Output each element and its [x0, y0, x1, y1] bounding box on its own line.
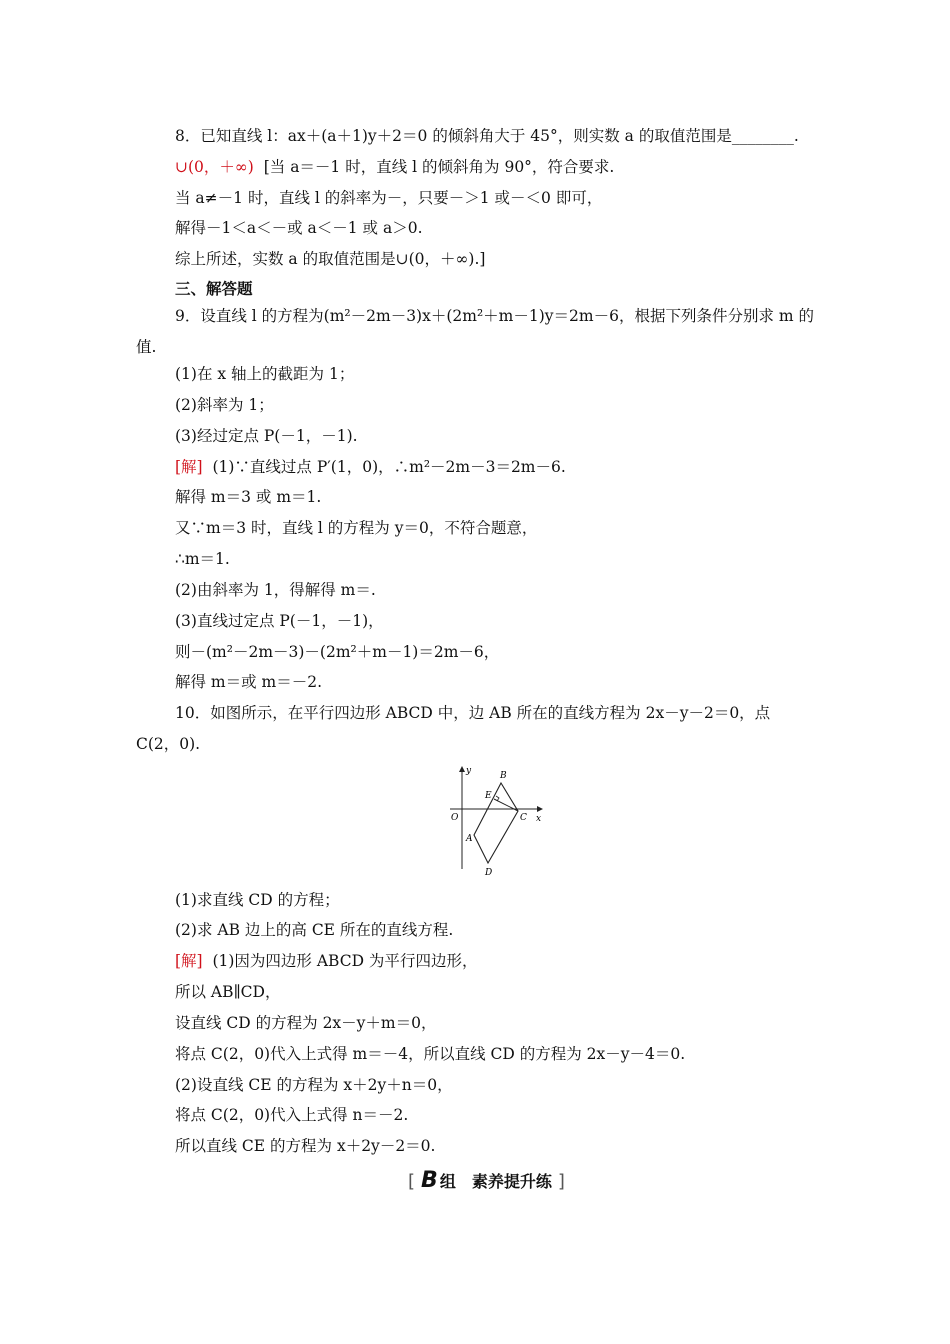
label-b: B: [500, 771, 507, 781]
section-heading: 三、解答题: [175, 279, 253, 298]
label-o: O: [451, 813, 459, 823]
q10-jie-marker: [解]: [175, 952, 203, 970]
q9-solution-line-8: 解得 m＝或 m＝－2.: [175, 673, 323, 691]
q10-solution-line-6: 将点 C(2，0)代入上式得 n＝－2.: [175, 1106, 409, 1124]
q10-condition-1: (1)求直线 CD 的方程；: [175, 891, 340, 909]
q10-solution-line-3: 设直线 CD 的方程为 2x－y＋m＝0，: [175, 1014, 437, 1032]
parallelogram-figure: [446, 763, 550, 881]
banner-letter: B: [421, 1168, 438, 1193]
label-a: A: [466, 834, 473, 844]
q8-stem: 8．已知直线 l：ax＋(a＋1)y＋2＝0 的倾斜角大于 45°，则实数 a 的取值范围是________.: [175, 127, 799, 145]
q8-answer: ∪(0，＋∞): [175, 158, 254, 176]
q10-solution-line-7: 所以直线 CE 的方程为 x＋2y－2＝0.: [175, 1137, 436, 1155]
q9-solution-text: (1)∵直线过点 P′(1，0)，∴m²－2m－3＝2m－6.: [212, 458, 566, 476]
label-y: y: [466, 766, 472, 776]
q9-solution-line-2: 解得 m＝3 或 m＝1.: [175, 488, 322, 506]
q9-stem-line-1: 9．设直线 l 的方程为(m²－2m－3)x＋(2m²＋m－1)y＝2m－6，根据下列条件分别求 m 的: [175, 307, 814, 325]
q8-solution-line-2: 当 a≠－1 时，直线 l 的斜率为－，只要－＞1 或－＜0 即可，: [175, 189, 603, 207]
banner-left-bracket: [: [408, 1171, 416, 1192]
q9-solution-line-3: 又∵m＝3 时，直线 l 的方程为 y＝0，不符合题意，: [175, 519, 538, 537]
q9-solution-line-6: (3)直线过定点 P(－1，－1)，: [175, 612, 384, 630]
q9-jie-marker: [解]: [175, 458, 203, 476]
group-b-banner: [408, 1168, 565, 1193]
label-x: x: [536, 814, 542, 824]
banner-right-bracket: ]: [557, 1171, 565, 1192]
q10-solution-line-2: 所以 AB∥CD，: [175, 983, 281, 1001]
q8-solution-line-1: [175, 157, 614, 177]
q10-stem-line-2: C(2，0).: [136, 735, 201, 753]
q10-solution-line-4: 将点 C(2，0)代入上式得 m＝－4，所以直线 CD 的方程为 2x－y－4＝0.: [175, 1045, 686, 1063]
parallelogram-abcd: [474, 783, 518, 863]
q9-solution-line-1: [175, 457, 566, 477]
q10-solution-line-1: [175, 951, 477, 971]
banner-text: 组 素养提升练: [439, 1172, 552, 1191]
label-e: E: [485, 791, 492, 801]
label-d: D: [485, 868, 493, 878]
q9-solution-line-7: 则－(m²－2m－3)－(2m²＋m－1)＝2m－6，: [175, 643, 500, 661]
q8-solution-line-4: 综上所述，实数 a 的取值范围是∪(0，＋∞).]: [175, 250, 486, 268]
q8-solution-text: [当 a＝－1 时，直线 l 的倾斜角为 90°，符合要求.: [263, 158, 615, 176]
q9-solution-line-4: ∴m＝1.: [175, 550, 230, 568]
q9-solution-line-5: (2)由斜率为 1，得解得 m＝.: [175, 581, 376, 599]
q9-condition-3: (3)经过定点 P(－1，－1).: [175, 427, 358, 445]
q9-stem-line-2: 值.: [136, 338, 157, 356]
q10-stem-line-1: 10．如图所示，在平行四边形 ABCD 中，边 AB 所在的直线方程为 2x－y－2＝0，点: [175, 704, 771, 722]
q10-solution-line-5: (2)设直线 CE 的方程为 x＋2y＋n＝0，: [175, 1076, 453, 1094]
q9-condition-1: (1)在 x 轴上的截距为 1；: [175, 365, 355, 383]
q8-solution-line-3: 解得－1＜a＜－或 a＜－1 或 a＞0.: [175, 219, 423, 237]
q9-condition-2: (2)斜率为 1；: [175, 396, 274, 414]
q10-condition-2: (2)求 AB 边上的高 CE 所在的直线方程.: [175, 921, 454, 939]
q10-solution-text: (1)因为四边形 ABCD 为平行四边形，: [212, 952, 478, 970]
label-c: C: [520, 813, 527, 823]
